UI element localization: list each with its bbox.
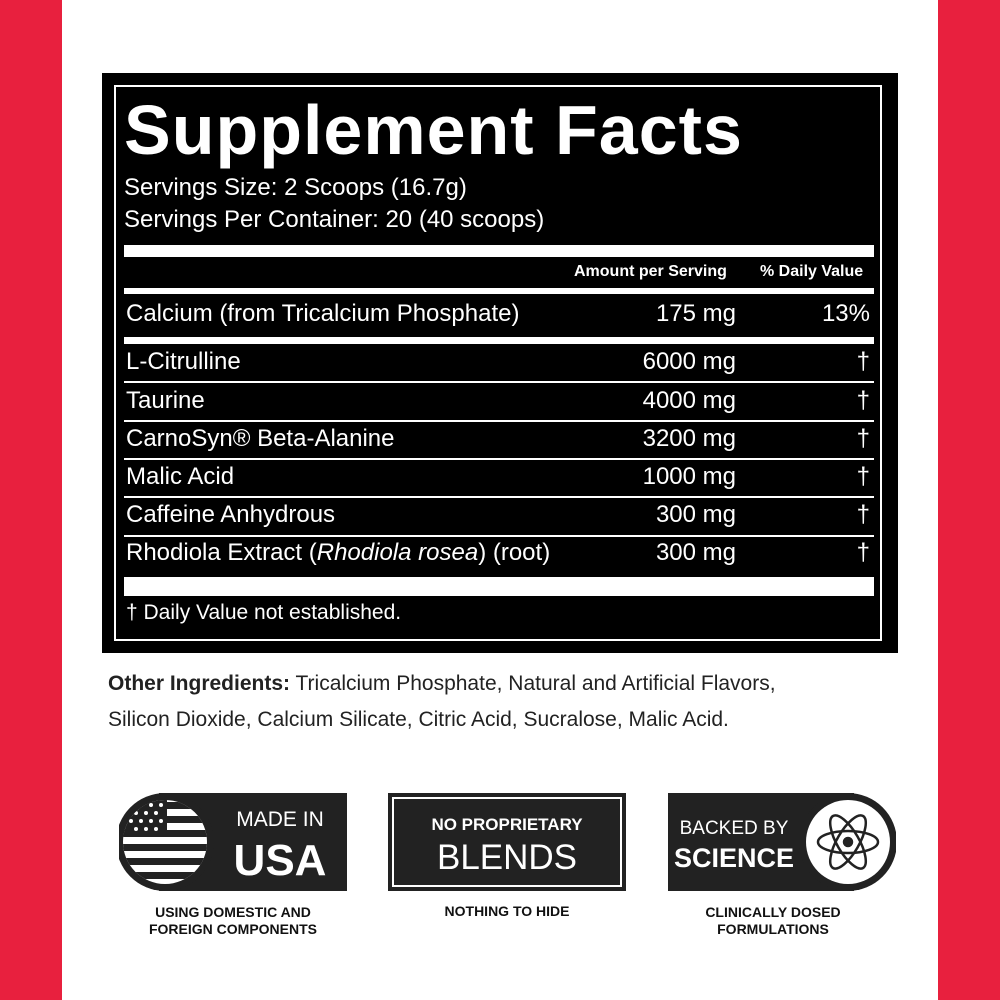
ingredient-dv: † bbox=[856, 463, 870, 490]
ingredient-dv: † bbox=[856, 348, 870, 375]
usa-caption: USING DOMESTIC AND FOREIGN COMPONENTS bbox=[148, 904, 317, 937]
ingredient-name: Malic Acid bbox=[126, 463, 235, 490]
made-in-usa-badge bbox=[119, 793, 347, 891]
header-divider bbox=[124, 288, 874, 294]
calcium-divider bbox=[124, 337, 874, 344]
calcium-dv: 13% bbox=[821, 300, 870, 327]
bottom-thick-divider bbox=[124, 577, 874, 596]
ingredient-row bbox=[124, 497, 870, 535]
science-graphic bbox=[668, 793, 896, 891]
blends-line1: NO PROPRIETARY bbox=[431, 815, 583, 834]
other-ingredients-label: Other Ingredients: bbox=[108, 672, 291, 695]
blends-caption: NOTHING TO HIDE bbox=[444, 903, 570, 919]
footnote: † Daily Value not established. bbox=[126, 601, 402, 624]
rhodiola-name: Rhodiola Extract (Rhodiola rosea) (root) bbox=[126, 539, 551, 566]
other-ingredients-line1: Other Ingredients: Tricalcium Phosphate, Natural and Artificial Flavors, bbox=[108, 672, 776, 695]
blends-graphic bbox=[388, 793, 626, 891]
rhodiola-row bbox=[124, 535, 870, 573]
servings-per-container: Servings Per Container: 20 (40 scoops) bbox=[124, 206, 545, 233]
ingredient-row bbox=[124, 383, 870, 421]
left-red-stripe bbox=[0, 0, 62, 1000]
rhodiola-amount: 300 mg bbox=[655, 539, 736, 566]
facts-title: Supplement Facts bbox=[124, 91, 743, 169]
calcium-name: Calcium (from Tricalcium Phosphate) bbox=[126, 300, 520, 327]
thick-divider bbox=[124, 245, 874, 257]
usa-line2: USA bbox=[233, 836, 327, 885]
rhodiola-dv: † bbox=[856, 539, 870, 566]
no-proprietary-blends-badge bbox=[388, 793, 626, 891]
ingredient-dv: † bbox=[856, 501, 870, 528]
ingredient-row bbox=[124, 344, 870, 382]
ingredient-name: Taurine bbox=[126, 387, 205, 414]
ingredient-name: L-Citrulline bbox=[126, 348, 241, 375]
col-amount-header: Amount per Serving bbox=[574, 263, 727, 280]
ingredient-amount: 300 mg bbox=[655, 501, 736, 528]
usa-line1: MADE IN bbox=[236, 808, 324, 831]
calcium-row bbox=[124, 296, 870, 334]
right-red-stripe bbox=[938, 0, 1000, 1000]
other-ingredients-line2: Silicon Dioxide, Calcium Silicate, Citric Acid, Sucralose, Malic Acid. bbox=[108, 708, 729, 731]
ingredient-amount: 3200 mg bbox=[642, 425, 736, 452]
ingredient-dv: † bbox=[856, 387, 870, 414]
col-daily-value-header: % Daily Value bbox=[760, 263, 864, 280]
science-line1: BACKED BY bbox=[679, 818, 789, 839]
ingredient-name: Caffeine Anhydrous bbox=[126, 501, 336, 528]
ingredient-amount: 6000 mg bbox=[642, 348, 736, 375]
ingredient-amount: 4000 mg bbox=[642, 387, 736, 414]
ingredient-amount: 1000 mg bbox=[642, 463, 736, 490]
made-in-usa-graphic bbox=[119, 793, 347, 891]
science-line2: SCIENCE bbox=[673, 843, 795, 873]
backed-by-science-badge bbox=[668, 793, 896, 891]
calcium-amount: 175 mg bbox=[655, 300, 736, 327]
ingredient-name: CarnoSyn® Beta-Alanine bbox=[126, 425, 395, 452]
serving-size: Servings Size: 2 Scoops (16.7g) bbox=[124, 174, 467, 201]
science-caption: CLINICALLY DOSED FORMULATIONS bbox=[705, 904, 841, 937]
ingredient-row bbox=[124, 459, 870, 497]
ingredient-dv: † bbox=[856, 425, 870, 452]
blends-line2: BLENDS bbox=[436, 838, 578, 877]
rhodiola-latin-name: Rhodiola rosea bbox=[316, 539, 479, 566]
ingredient-row bbox=[124, 421, 870, 459]
